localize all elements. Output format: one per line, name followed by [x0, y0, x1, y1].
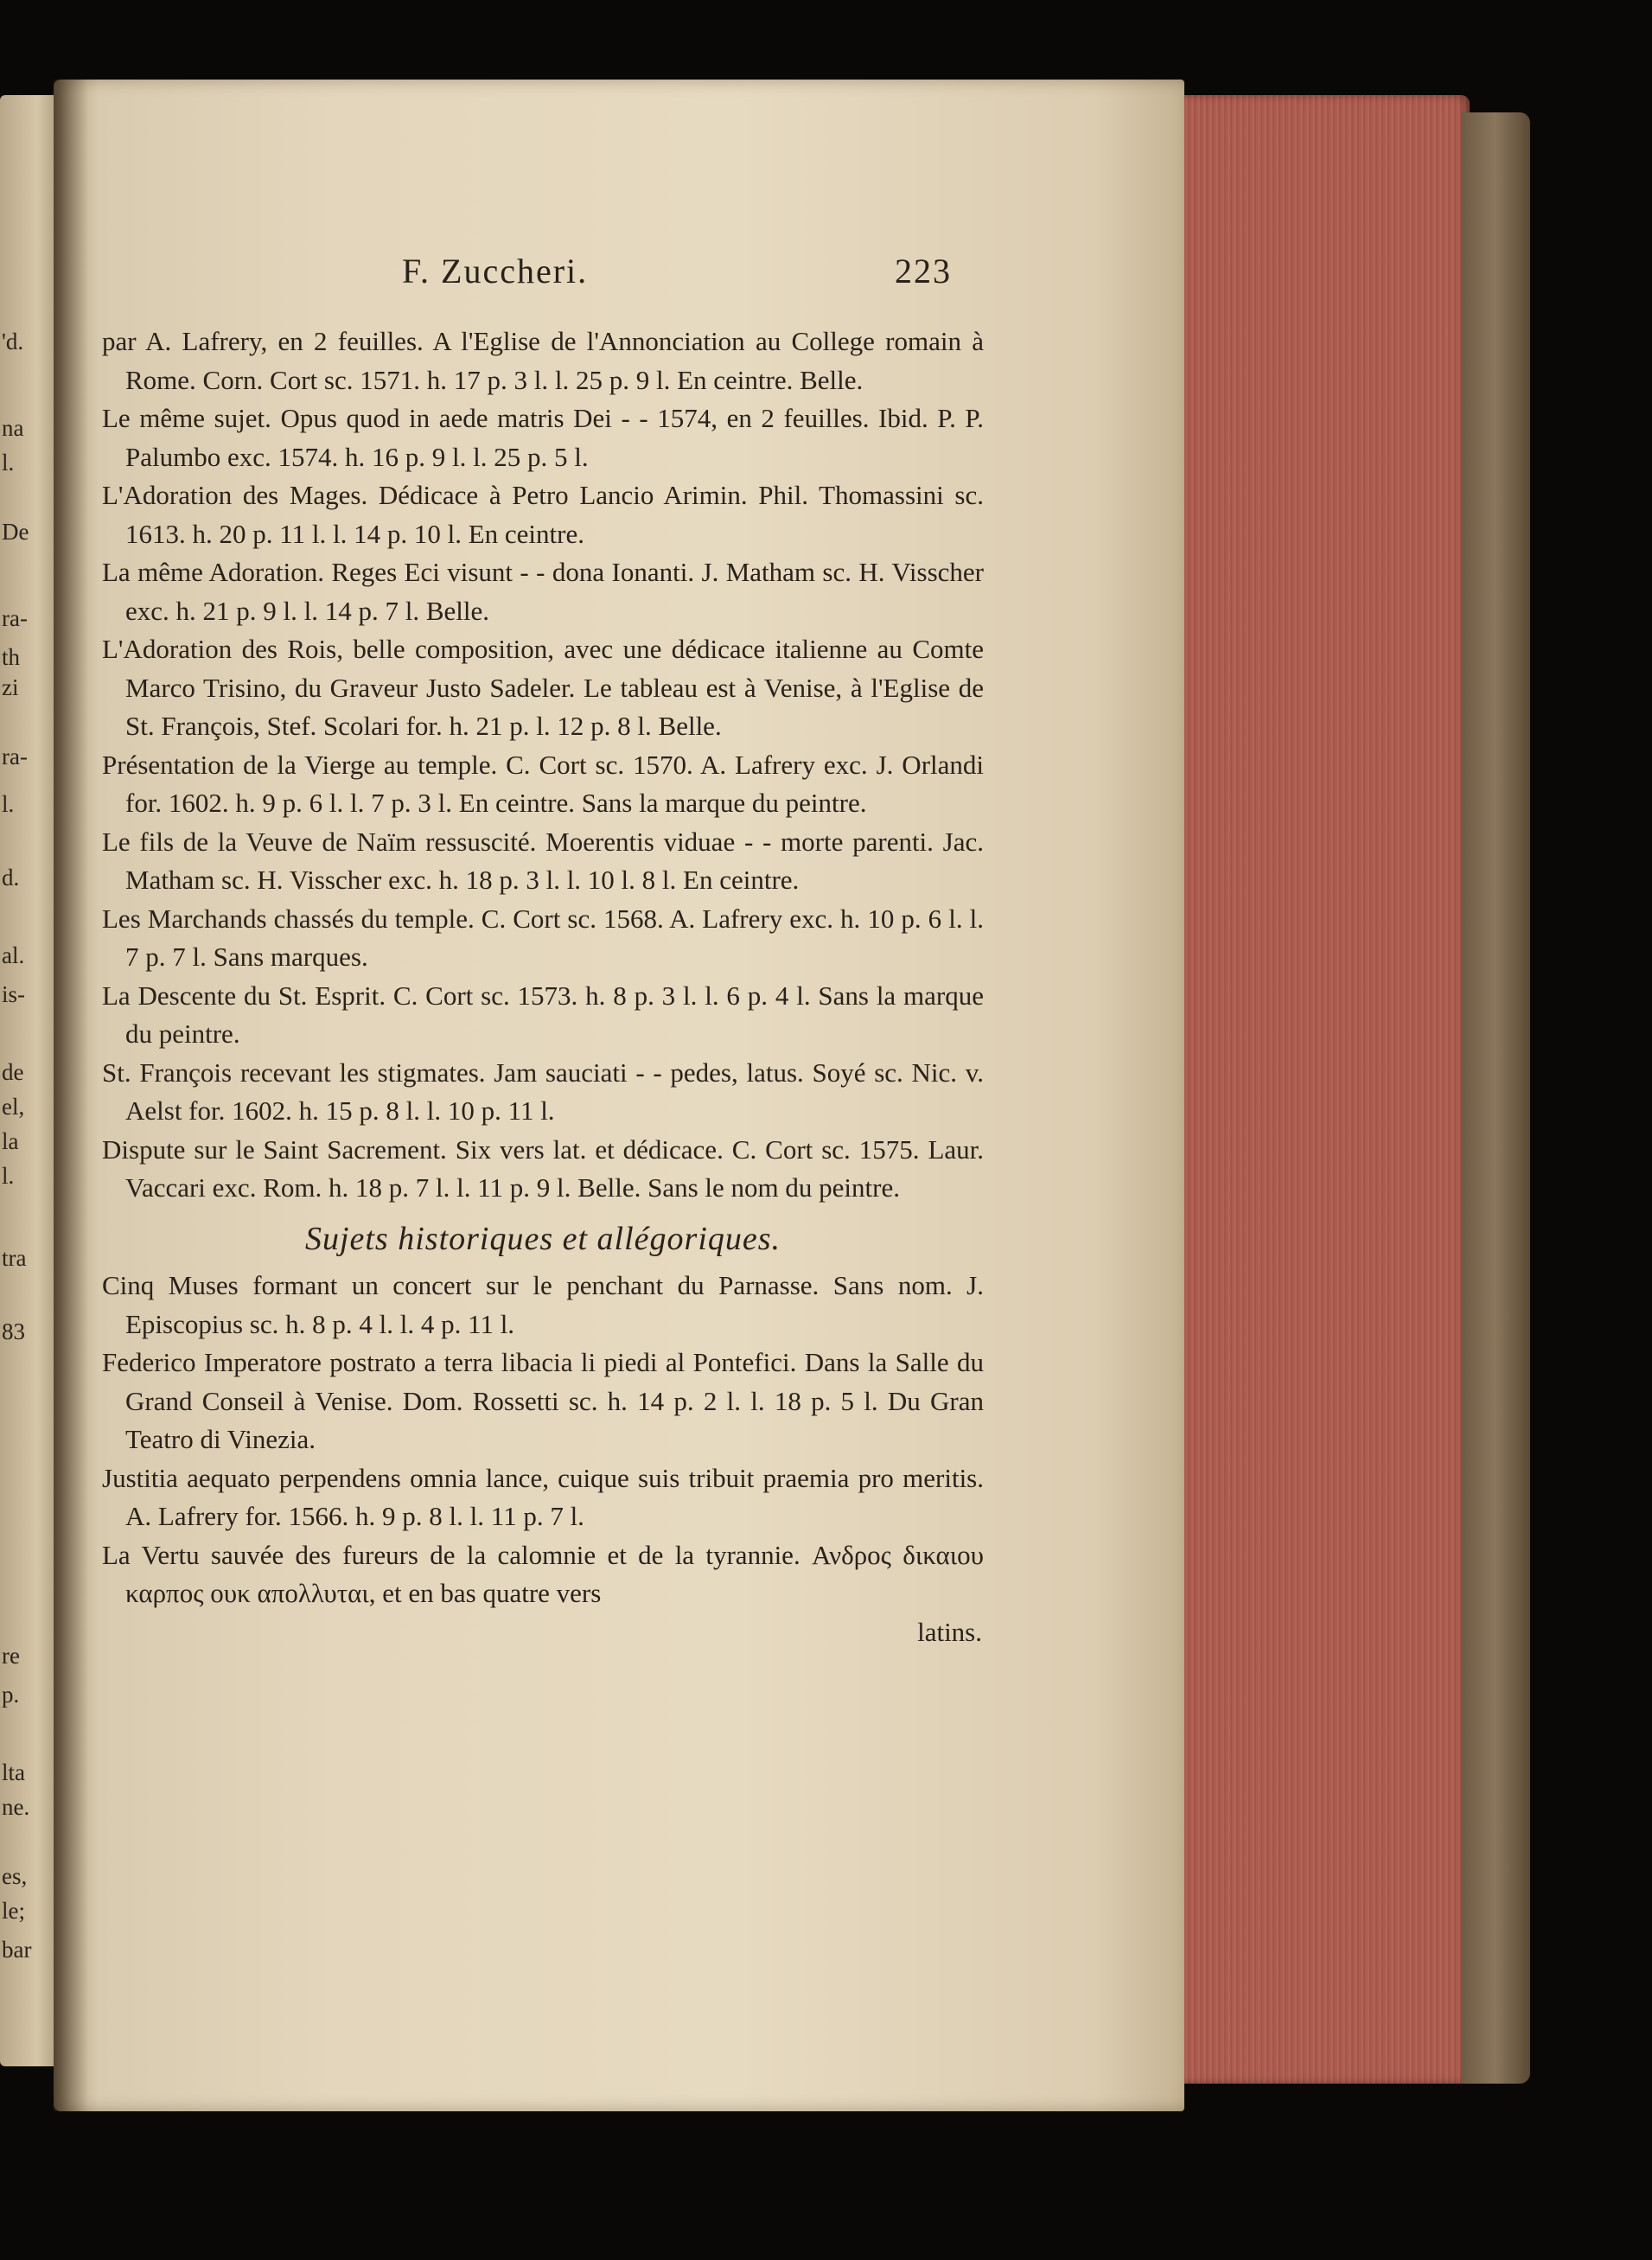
left-page-fragment: d.: [2, 865, 20, 891]
catalogue-entry: Les Marchands chassés du temple. C. Cort sc. 1568. A. Lafrery exc. h. 10 p. 6 l. l. 7 p. 7 l. Sans marques.: [102, 903, 984, 972]
catalogue-entry: Dispute sur le Saint Sacrement. Six vers lat. et dédicace. C. Cort sc. 1575. Laur. Vaccari exc. Rom. h. 18 p. 7 l. l. 11 p. 9 l. Belle. Sans le nom du peintre.: [102, 1133, 984, 1203]
catalogue-entry: par A. Lafrery, en 2 feuilles. A l'Eglise de l'Annonciation au College romain à Rome. Corn. Cort sc. 1571. h. 17 p. 3 l. l. 25 p. 9 l. En ceintre. Belle.: [102, 326, 984, 395]
catalogue-entry: Justitia aequato perpendens omnia lance, cuique suis tribuit praemia pro meritis. A. Lafrery for. 1566. h. 9 p. 8 l. l. 11 p. 7 l.: [102, 1462, 984, 1531]
left-page-fragment: es,: [2, 1863, 28, 1889]
book-fore-edge: [1184, 95, 1470, 2084]
section-heading: Sujets historiques et allégoriques.: [304, 1220, 781, 1257]
catalogue-entry: La Vertu sauvée des fureurs de la calomnie et de la tyrannie. Ανδρος δικαιου καρπος ουκ απολλυται, et en bas quatre vers: [102, 1539, 984, 1608]
page-number: 223: [895, 252, 952, 290]
catalogue-entry: La même Adoration. Reges Eci visunt - - dona Ionanti. J. Matham sc. H. Visscher exc. h. 21 p. 9 l. l. 14 p. 7 l. Belle.: [102, 557, 984, 626]
left-page-fragment: lta: [2, 1759, 25, 1785]
left-page-fragment: le;: [2, 1898, 25, 1924]
catalogue-entry-continuation: latins.: [917, 1616, 982, 1647]
left-page-fragment: l.: [2, 450, 15, 476]
left-page-fragment: p.: [2, 1682, 20, 1708]
left-page-fragment: ra-: [2, 744, 28, 769]
catalogue-entry: L'Adoration des Rois, belle composition, avec une dédicace italienne au Comte Marco Trisino, du Graveur Justo Sadeler. Le tableau est à Venise, à l'Eglise de St. François, Stef. Scolari for. h. 21 p. l. 12 p. 8 l. Belle.: [102, 634, 984, 741]
left-page-fragment: ra-: [2, 605, 28, 631]
catalogue-entry: Cinq Muses formant un concert sur le penchant du Parnasse. Sans nom. J. Episcopius sc. h. 8 p. 4 l. l. 4 p. 11 l.: [102, 1270, 984, 1339]
page-gutter-shadow: [54, 80, 88, 2111]
left-page-fragment: al.: [2, 942, 25, 968]
left-page-fragment: th: [2, 644, 21, 670]
catalogue-text: [102, 322, 984, 1651]
left-page-fragment: el,: [2, 1094, 25, 1120]
left-page-fragment: 83: [2, 1318, 25, 1344]
catalogue-entry: La Descente du St. Esprit. C. Cort sc. 1573. h. 8 p. 3 l. l. 6 p. 4 l. Sans la marque du peintre.: [102, 980, 984, 1049]
left-page-fragment: 'd.: [2, 329, 24, 354]
left-page-fragment: bar: [2, 1937, 32, 1963]
left-page-fragment: la: [2, 1128, 19, 1154]
catalogue-entry: St. François recevant les stigmates. Jam sauciati - - pedes, latus. Soyé sc. Nic. v. Aelst for. 1602. h. 15 p. 8 l. l. 10 p. 11 l.: [102, 1057, 984, 1126]
running-title: F. Zuccheri.: [402, 252, 589, 290]
left-page-fragment: De: [2, 519, 29, 545]
catalogue-entry: L'Adoration des Mages. Dédicace à Petro Lancio Arimin. Phil. Thomassini sc. 1613. h. 20 p. 11 l. l. 14 p. 10 l. En ceintre.: [102, 480, 984, 549]
catalogue-entry: Federico Imperatore postrato a terra libacia li piedi al Pontefici. Dans la Salle du Grand Conseil à Venise. Dom. Rossetti sc. h. 14 p. 2 l. l. 18 p. 5 l. Du Gran Teatro di Vinezia.: [102, 1347, 984, 1454]
left-page-fragment: re: [2, 1643, 20, 1669]
left-page-fragment: de: [2, 1059, 24, 1085]
left-page-fragment: ne.: [2, 1794, 30, 1820]
catalogue-entry: Présentation de la Vierge au temple. C. Cort sc. 1570. A. Lafrery exc. J. Orlandi for. 1602. h. 9 p. 6 l. l. 7 p. 3 l. En ceintre. Sans la marque du peintre.: [102, 749, 984, 818]
catalogue-entry: Le même sujet. Opus quod in aede matris Dei - - 1574, en 2 feuilles. Ibid. P. P. Palumbo exc. 1574. h. 16 p. 9 l. l. 25 p. 5 l.: [102, 403, 984, 472]
left-page-fragment: na: [2, 415, 24, 441]
left-page-fragment: zi: [2, 674, 19, 700]
left-page-fragment: is-: [2, 981, 25, 1007]
left-page-fragment: l.: [2, 1163, 15, 1189]
catalogue-entry: Le fils de la Veuve de Naïm ressuscité. Moerentis viduae - - morte parenti. Jac. Matham sc. H. Visscher exc. h. 18 p. 3 l. l. 10 l. 8 l. En ceintre.: [102, 826, 984, 895]
left-page-fragment: tra: [2, 1245, 27, 1271]
book-cover-edge: [1461, 112, 1530, 2084]
left-page-fragment: l.: [2, 791, 15, 817]
